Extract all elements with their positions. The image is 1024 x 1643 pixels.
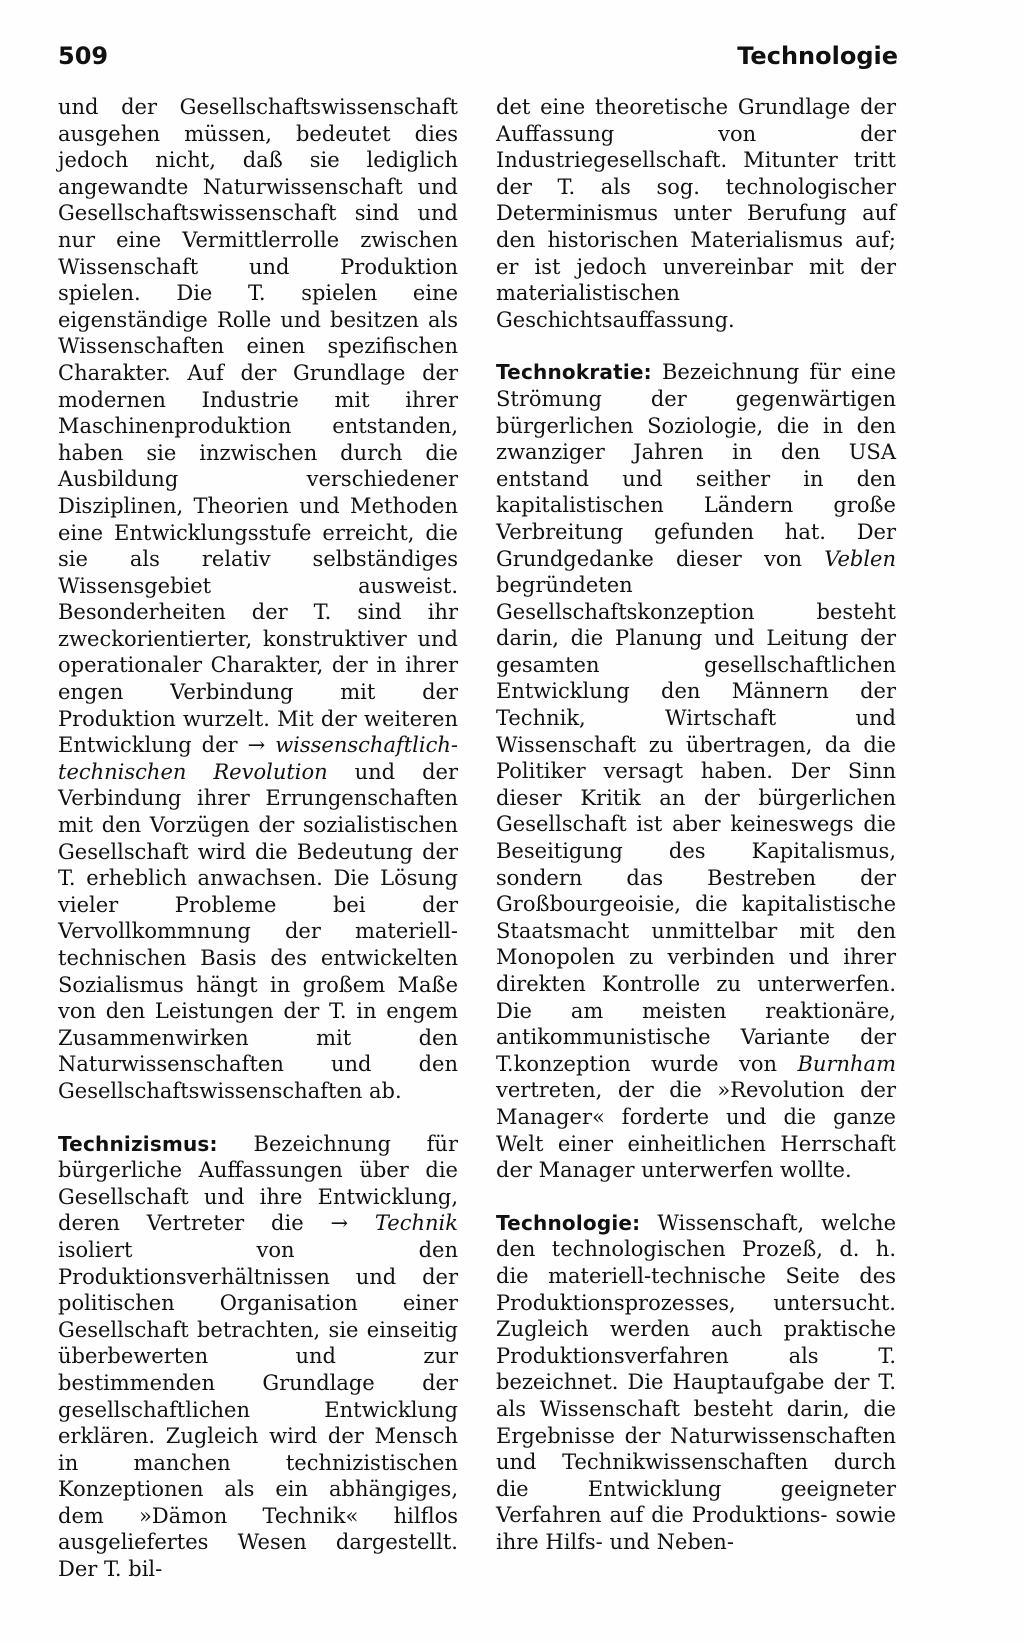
page-header — [58, 42, 898, 78]
lemma-technologie: Technologie: — [496, 1210, 641, 1235]
paragraph-text: det eine theoretische Grundlage der Auffassung von der Industriegesellschaft. Mitunter tritt der T. als sog. technologischer Determinismus unter Berufung auf den historischen Materialismus auf; er ist jedoch unvereinbar mit der materialistischen Geschichtsauffassung. — [496, 95, 896, 332]
page-number: 509 — [58, 42, 109, 70]
running-title: Technologie — [737, 42, 898, 70]
entry-text: Bezeichnung für bürgerliche Auffassungen über die Gesellschaft und ihre Entwicklung, deren Vertreter die — [58, 1131, 458, 1236]
cross-reference-technik[interactable]: → Technik — [330, 1211, 458, 1236]
entry-text: Bezeichnung für eine Strömung der gegenwärtigen bürgerlichen Soziologie, die in den zwanziger Jahren in den USA entstand und seither in den kapitalistischen Ländern große Verbreitung gefunden hat. Der Grundgedanke dieser von — [496, 360, 896, 571]
lemma-technizismus: Technizismus: — [58, 1131, 218, 1156]
paragraph-text: und der Verbindung ihrer Errungenschaften mit den Vorzügen der sozialistischen Gesellschaft wird die Bedeutung der T. erheblich anwachsen. Die Lösung vieler Probleme bei der Vervollkommnung der materiell-technischen Basis des entwickelten Sozialismus hängt in großem Maße von den Leistungen der T. in engem Zusammenwirken mit den Naturwissenschaften und den Gesellschaftswissenschaften ab. — [58, 759, 458, 1103]
author-name-burnham: Burnham — [797, 1051, 896, 1076]
technologie-continuation-paragraph — [58, 94, 458, 1105]
cross-reference-wtr[interactable]: → wissenschaftlich-technischen Revolution — [58, 733, 458, 784]
entry-technologie — [496, 1210, 896, 1556]
lemma-technokratie: Technokratie: — [496, 360, 652, 385]
technizismus-continuation-paragraph — [496, 94, 896, 333]
right-column — [496, 94, 896, 1555]
entry-text: Wissenschaft, welche den technologischen Prozeß, d. h. die materiell-technische Seite des Produktionsprozesses, untersucht. Zugleich werden auch praktische Produktionsverfahren als T. bezeichnet. Die Hauptaufgabe der T. als Wissenschaft besteht darin, die Ergebnisse der Naturwissenschaften und Technikwissenschaften durch die Entwicklung geeigneter Verfahren auf die Produktions- sowie ihre Hilfs- und Neben- — [496, 1210, 896, 1554]
entry-technokratie — [496, 359, 896, 1183]
entry-technizismus — [58, 1131, 458, 1583]
left-column — [58, 94, 458, 1583]
author-name-veblen: Veblen — [824, 546, 896, 571]
entry-text: begründeten Gesellschaftskonzeption besteht darin, die Planung und Leitung der gesamten gesellschaftlichen Entwicklung den Männern der Technik, Wirtschaft und Wissenschaft zu übertragen, da die Politiker versagt haben. Der Sinn dieser Kritik an der bürgerlichen Gesellschaft ist aber keineswegs die Beseitigung des Kapitalismus, sondern das Bestreben der Großbourgeoisie, die kapitalistische Staatsmacht unmittelbar mit den Monopolen zu verbinden und ihrer direkten Kontrolle zu unterwerfen. Die am meisten reaktionäre, antikommunistische Variante der T.konzeption wurde von — [496, 573, 896, 1076]
entry-text: vertreten, der die »Revolution der Manager« forderte und die ganze Welt einer einheitlichen Herrschaft der Manager unterwerfen wollte. — [496, 1078, 896, 1183]
entry-text: isoliert von den Produktionsverhältnissen und der politischen Organisation einer Gesellschaft betrachten, sie einseitig überbewerten und zur bestimmenden Grundlage der gesellschaftlichen Entwicklung erklären. Zugleich wird der Mensch in manchen technizistischen Konzeptionen als ein abhängiges, dem »Dämon Technik« hilflos ausgeliefertes Wesen dargestellt. Der T. bil- — [58, 1237, 458, 1582]
paragraph-text: und der Gesellschaftswissenschaft ausgehen müssen, bedeutet dies jedoch nicht, daß sie lediglich angewandte Naturwissenschaft und Gesellschaftswissenschaft sind und nur eine Vermittlerrolle zwischen Wissenschaft und Produktion spielen. Die T. spielen eine eigenständige Rolle und besitzen als Wissenschaften einen spezifischen Charakter. Auf der Grundlage der modernen Industrie mit ihrer Maschinenproduktion entstanden, haben sie inzwischen durch die Ausbildung verschiedener Disziplinen, Theorien und Methoden eine Entwicklungsstufe erreicht, die sie als relativ selbständiges Wissensgebiet ausweist. Besonderheiten der T. sind ihr zweckorientierter, konstruktiver und operationaler Charakter, der in ihrer engen Verbindung mit der Produktion wurzelt. Mit der weiteren Entwicklung der — [58, 95, 458, 758]
